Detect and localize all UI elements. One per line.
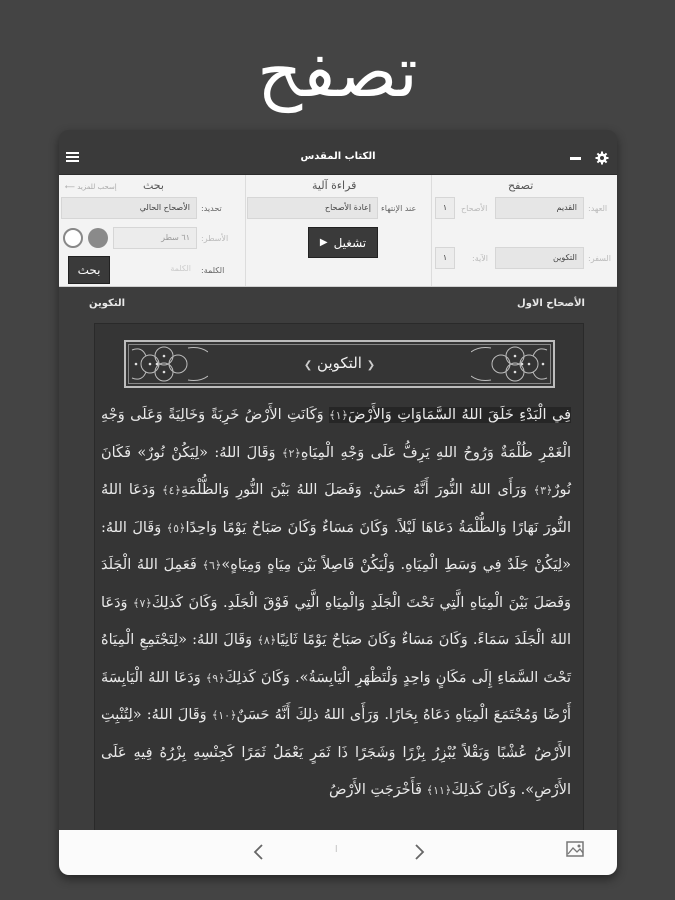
radio-filled[interactable] (88, 228, 108, 248)
radio-outline[interactable] (63, 228, 83, 248)
book-heading: التكوين (89, 298, 126, 309)
verse-number: ﴿١٠﴾ (211, 709, 237, 722)
image-icon[interactable] (565, 840, 589, 864)
verse-9[interactable]: وَقَالَ اللهُ: «لِتَجْتَمِعِ الْمِيَاهُ تَحْتَ السَّمَاءِ إِلَى مَكَانٍ وَاحِدٍ وَلْتَظْهَرِ الْيَابِسَةُ». وَكَانَ كَذلِكَ﴿٩﴾ (101, 632, 572, 686)
browse-heading: تصفح (508, 179, 534, 192)
play-icon: ▶ (319, 237, 328, 248)
verse-5[interactable]: وَدَعَا اللهُ النُّورَ نَهَارًا وَالظُّلْمَةُ دَعَاهَا لَيْلاً. وَكَانَ مَسَاءٌ وَكَانَ صَبَاحٌ يَوْمًا وَاحِدًا﴿٥﴾ (101, 482, 571, 536)
bottom-nav-bar (59, 830, 617, 875)
swipe-hint: إسحب للمزيد ⟵ (65, 183, 117, 191)
verse-7[interactable]: فَعَمِلَ اللهُ الْجَلَدَ وَفَصَلَ بَيْنَ الْمِيَاهِ الَّتِي تَحْتَ الْجَلَدِ وَالْمِيَاهِ الَّتِي فَوْقَ الْجَلَدِ. وَكَانَ كَذلِكَ﴿٧﴾ (101, 557, 571, 611)
page-indicator: ا (335, 845, 338, 855)
chapter-number-field[interactable]: ١ (435, 197, 455, 219)
search-word-label: الكلمة: (201, 266, 225, 275)
auto-read-heading: قراءة آلية (312, 179, 357, 192)
verse-number: ﴿١﴾ (329, 409, 348, 422)
search-lines-label: الأسطر: (201, 234, 229, 243)
verse-number: ﴿٦﴾ (202, 559, 222, 572)
reading-area (59, 288, 617, 830)
app-window (59, 130, 617, 875)
book-label: السفر: (588, 254, 611, 263)
scripture-page[interactable] (94, 323, 584, 843)
verse-4[interactable]: وَرَأَى اللهُ النُّورَ أَنَّهُ حَسَنٌ. وَفَصَلَ اللهُ بَيْنَ النُّورِ وَالظُّلْمَةِ﴿٤﴾ (162, 482, 527, 498)
chevron-right-icon[interactable] (407, 840, 431, 864)
verse-12[interactable]: فَأَخْرَجَتِ الأَرْضُ (329, 782, 422, 798)
verse-8[interactable]: وَدَعَا اللهُ الْجَلَدَ سَمَاءً. وَكَانَ مَسَاءٌ وَكَانَ صَبَاحٌ يَوْمًا ثَانِيًا﴿٨﴾ (101, 594, 571, 648)
book-select[interactable]: التكوين (495, 247, 584, 269)
verse-number-field[interactable]: ١ (435, 247, 455, 269)
play-label: تشغيل (333, 235, 367, 250)
verse-number: ﴿٧﴾ (133, 596, 152, 610)
search-scope-label: تحديد: (201, 204, 222, 213)
verse-10[interactable]: وَدَعَا اللهُ الْيَابِسَةَ أَرْضًا وَمُجْتَمَعَ الْمِيَاهِ دَعَاهُ بِحَارًا. وَرَأَى اللهُ ذلِكَ أَنَّهُ حَسَنٌ﴿١٠﴾ (101, 669, 572, 723)
play-button[interactable] (308, 227, 378, 258)
book-title-frame (124, 340, 555, 388)
verse-number: ﴿٥﴾ (166, 521, 186, 535)
chapter-heading: الأصحاح الاول (517, 298, 585, 309)
minimize-icon[interactable] (570, 152, 584, 164)
verse-text (101, 397, 571, 810)
search-scope-select[interactable]: الأصحاح الحالي (61, 197, 197, 219)
verse-2[interactable]: وَكَانَتِ الأَرْضُ خَرِبَةً وَخَالِيَةً وَعَلَى وَجْهِ الْغَمْرِ ظُلْمَةٌ وَرُوحُ اللهِ يَرِفُّ عَلَى وَجْهِ الْمِيَاهِ﴿٢﴾ (101, 407, 571, 461)
verse-number: ﴿٨﴾ (257, 634, 277, 647)
testament-select[interactable]: القديم (495, 197, 584, 219)
search-heading: بحث (143, 179, 164, 192)
verse-3[interactable]: وَقَالَ اللهُ: «لِيَكُنْ نُورٌ» فَكَانَ نُورٌ﴿٣﴾ (101, 444, 571, 498)
chevron-left-icon[interactable] (247, 840, 271, 864)
testament-label: العهد: (588, 204, 608, 213)
verse-number: ﴿٤﴾ (162, 484, 181, 497)
search-word-input[interactable]: الكلمة (170, 264, 191, 273)
hero-title: تصفح (257, 31, 418, 113)
search-panel (59, 175, 246, 286)
auto-read-panel (246, 175, 432, 286)
verse-number: ﴿٣﴾ (533, 484, 553, 497)
verse-1[interactable]: فِي الْبَدْءِ خَلَقَ اللهُ السَّمَاوَاتِ وَالأَرْضَ﴿١﴾ (329, 407, 572, 423)
ornament-icon (471, 344, 551, 384)
window-title: الكتاب المقدس (300, 151, 376, 162)
browse-panel (432, 175, 617, 286)
verse-11[interactable]: وَقَالَ اللهُ: «لِتُنْبِتِ الأَرْضُ عُشْبًا وَبَقْلاً يُبْزِرُ بِزْرًا وَشَجَرًا ذَا ثَمَرٍ يَعْمَلُ ثَمَرًا كَجِنْسِهِ بِزْرُهُ فِيهِ عَلَى الأَرْضِ». وَكَانَ كَذلِكَ﴿١١﴾ (101, 707, 571, 798)
verse-number: ﴿٩﴾ (205, 671, 225, 685)
on-finish-label: عند الإنتهاء (381, 204, 417, 213)
verse-number: ﴿١١﴾ (426, 784, 452, 797)
search-button[interactable]: بحث (68, 256, 110, 284)
chapter-number-label: الأصحاح (461, 204, 488, 213)
book-title: ❮ التكوين ❯ (303, 354, 376, 372)
title-bar (59, 130, 617, 175)
verse-6[interactable]: وَقَالَ اللهُ: «لِيَكُنْ جَلَدٌ فِي وَسَطِ الْمِيَاهِ. وَلْيَكُنْ فَاصِلاً بَيْنَ مِيَاهٍ وَمِيَاهٍ»﴿٦﴾ (101, 519, 572, 573)
control-panel (59, 175, 617, 287)
verse-number-label: الآية: (472, 254, 488, 263)
verse-number: ﴿٢﴾ (282, 446, 301, 460)
gear-icon[interactable] (595, 150, 609, 162)
search-lines-field[interactable]: ٦١ سطر (113, 227, 197, 249)
on-finish-select[interactable]: إعادة الأصحاح (247, 197, 378, 219)
